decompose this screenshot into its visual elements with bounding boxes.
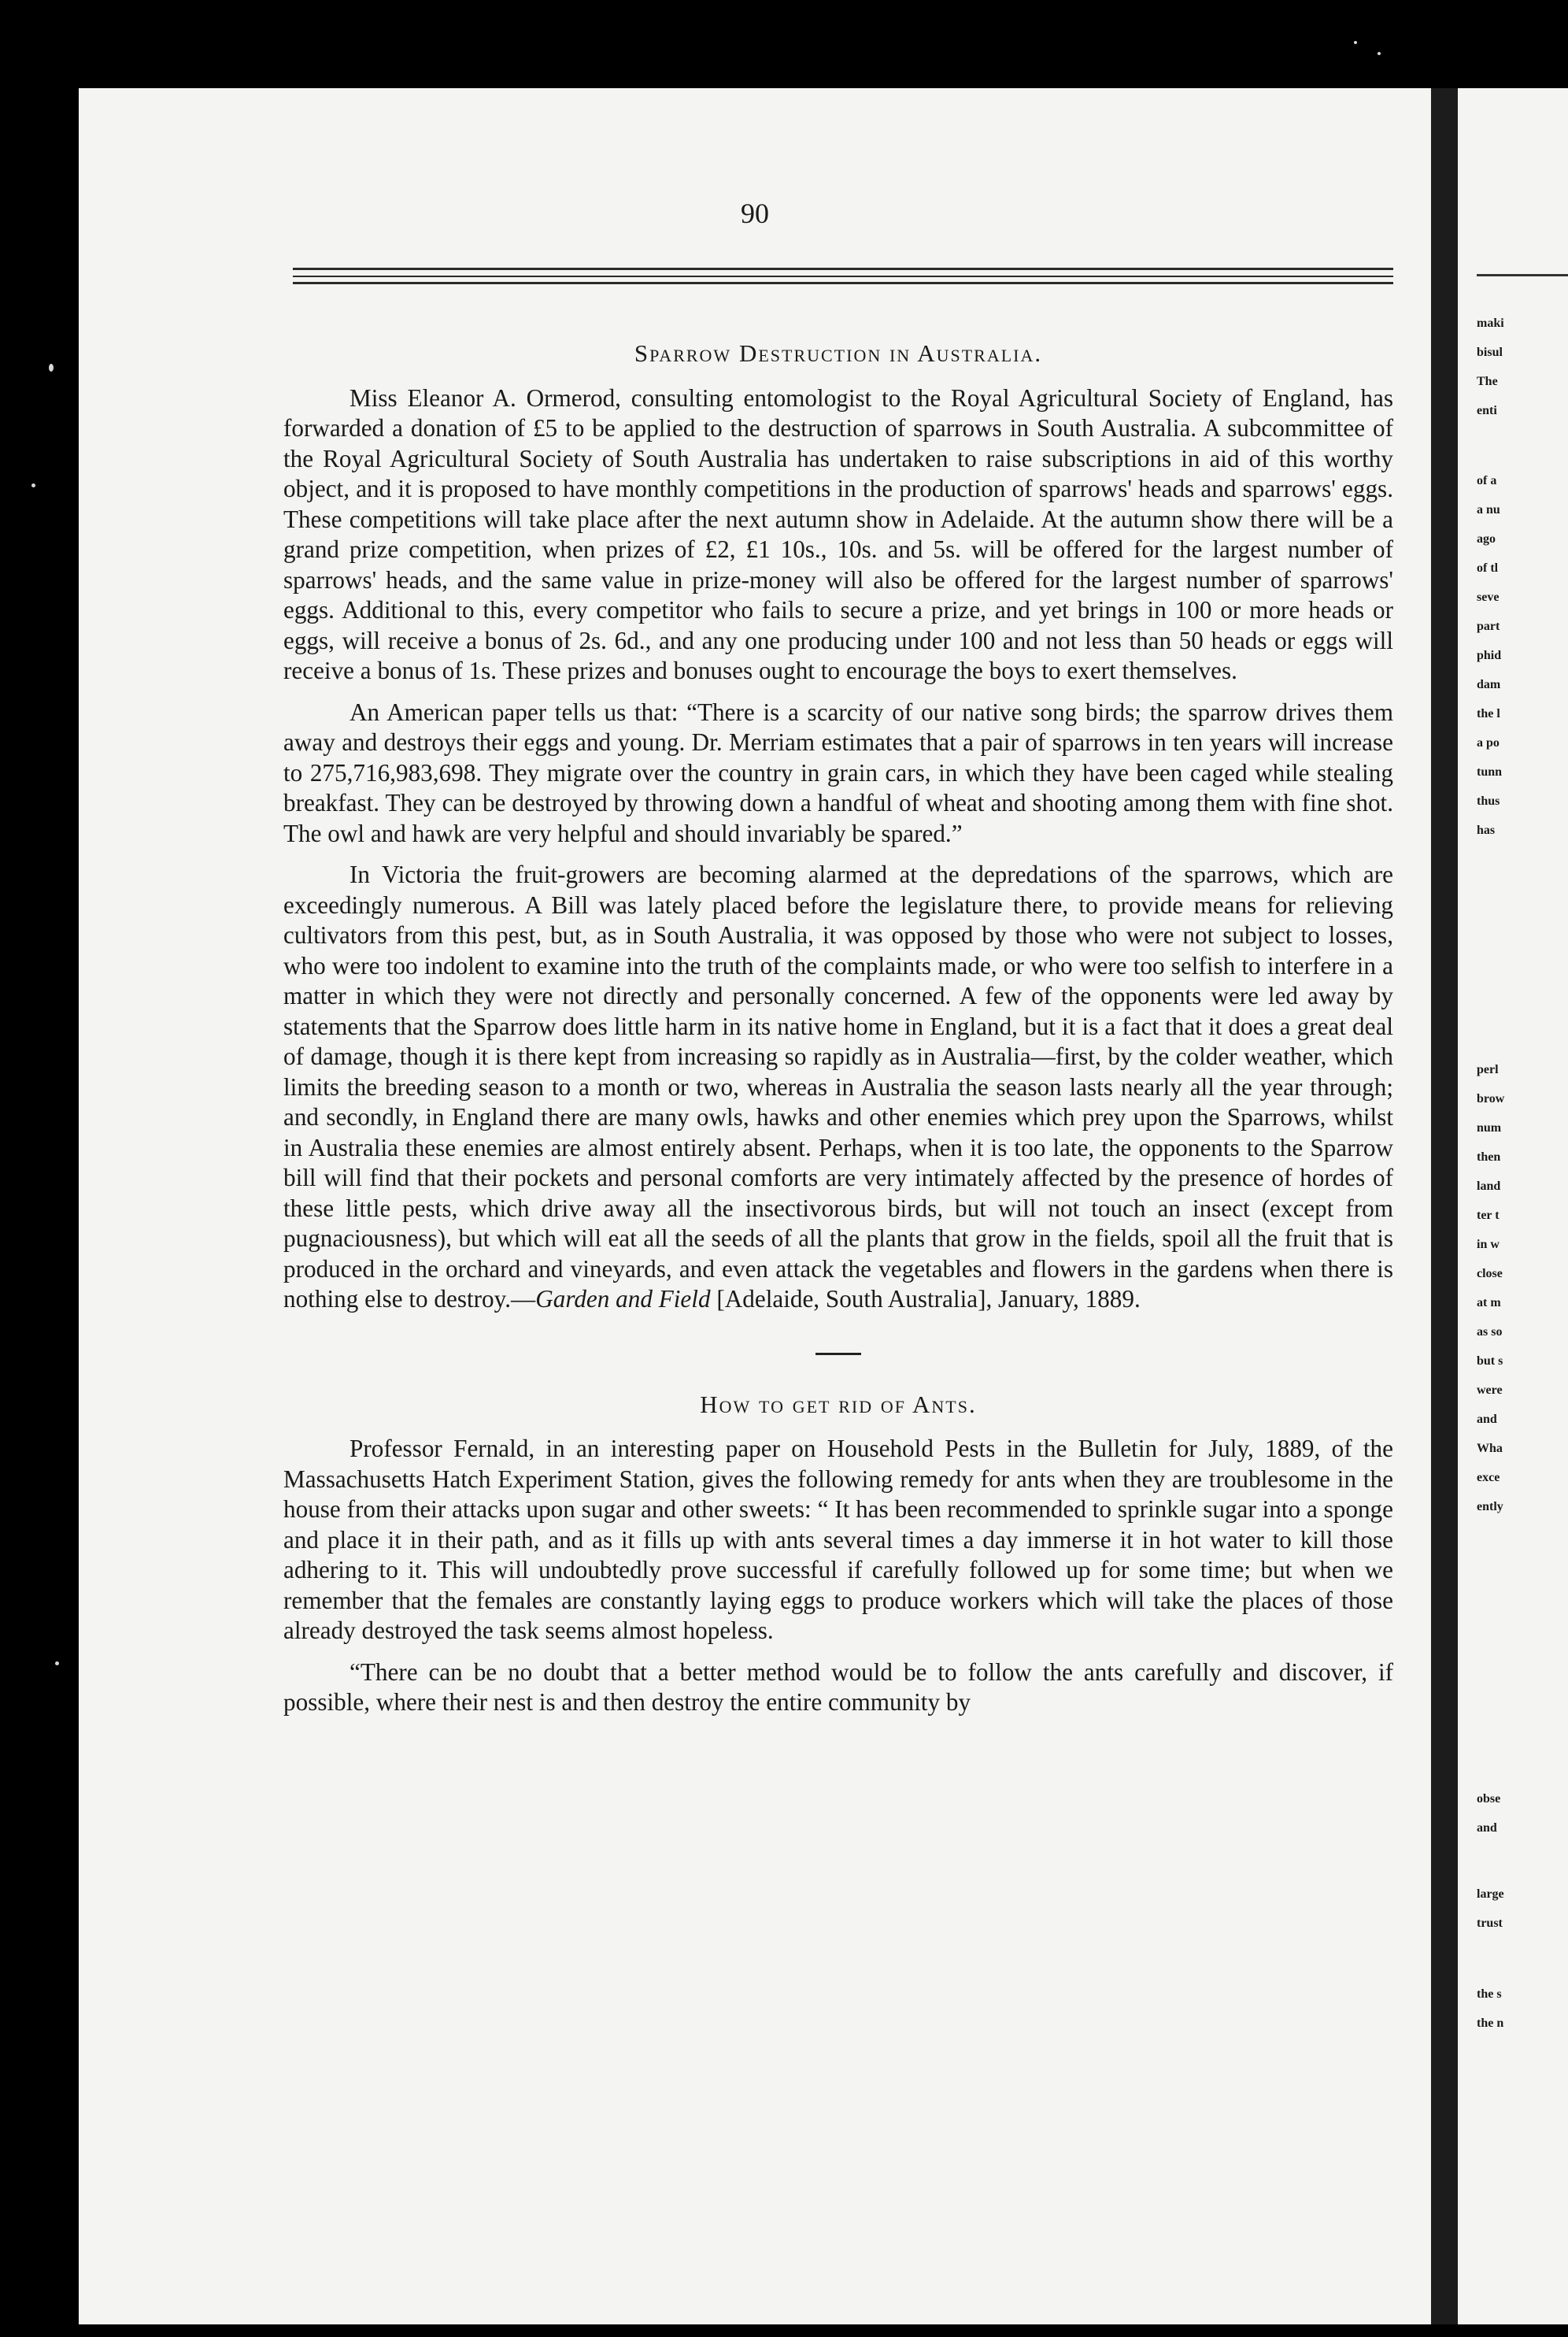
fragment: a nu xyxy=(1477,503,1500,517)
fragment: and xyxy=(1477,1821,1497,1835)
fragment: ago xyxy=(1477,532,1496,546)
paragraph: “There can be no doubt that a better method would be to follow the ants carefully and discover, if possible, where their nest is and then destroy the entire community by xyxy=(283,1657,1393,1716)
paragraph: Miss Eleanor A. Ormerod, consulting entomologist to the Royal Agricultural Society of England, has forwarded a donation of £5 to be applied to the destruction of sparrows in South Australia. A subcommittee of the Royal Agricultural Society of South Australia has undertaken to raise subscriptions in aid of this worthy object, and it is proposed to have monthly competitions in the production of sparrows' heads and sparrows' eggs. These competitions will take place after the next autumn show in Adelaide. At the autumn show there will be a grand prize competition, when prizes of £2, £1 10s., 10s. and 5s. will be offered for the largest number of sparrows' heads, and the same value in prize-money will also be offered for the largest number of sparrows' eggs. Additional to this, every competitor who fails to secure a prize, and yet brings in 100 or more heads or eggs, will receive a bonus of 2s. 6d., and any one producing under 100 and not less than 50 heads or eggs will receive a bonus of 1s. These prizes and bonuses ought to encourage the boys to exert themselves. xyxy=(283,383,1393,684)
fragment: tunn xyxy=(1477,765,1503,779)
scan-speck xyxy=(1354,41,1357,44)
fragment: The xyxy=(1477,375,1498,388)
scan-speck xyxy=(49,364,54,372)
scan-speck xyxy=(1378,52,1381,55)
scan-speck xyxy=(55,1661,59,1665)
paragraph xyxy=(283,860,1393,1315)
header-rule xyxy=(293,282,1393,284)
fragment: phid xyxy=(1477,649,1502,662)
fragment: perl xyxy=(1477,1063,1499,1076)
fragment: the n xyxy=(1477,2017,1504,2030)
fragment: dam xyxy=(1477,678,1501,691)
fragment: of tl xyxy=(1477,561,1499,575)
fragment: the l xyxy=(1477,707,1500,720)
fragment: obse xyxy=(1477,1792,1501,1806)
fragment: trust xyxy=(1477,1917,1503,1930)
fragment: num xyxy=(1477,1121,1502,1135)
fragment: were xyxy=(1477,1383,1503,1397)
fragment: close xyxy=(1477,1267,1503,1280)
header-rules xyxy=(293,268,1393,290)
fragment: as so xyxy=(1477,1325,1503,1339)
page-gutter xyxy=(1431,88,1458,2324)
fragment: then xyxy=(1477,1150,1501,1164)
fragment: the s xyxy=(1477,1987,1502,2001)
fragment: ently xyxy=(1477,1500,1503,1513)
section-separator xyxy=(815,1353,861,1355)
header-rule xyxy=(293,276,1393,277)
fragment: exce xyxy=(1477,1471,1500,1484)
adjacent-page xyxy=(1458,88,1568,2324)
fragment: brow xyxy=(1477,1092,1505,1106)
fragment: at m xyxy=(1477,1296,1501,1309)
fragment: enti xyxy=(1477,404,1497,417)
header-rule xyxy=(293,268,1393,270)
fragment: ter t xyxy=(1477,1209,1500,1222)
fragment: seve xyxy=(1477,591,1500,604)
article-body xyxy=(283,339,1393,1718)
fragment: has xyxy=(1477,824,1496,837)
fragment: in w xyxy=(1477,1238,1500,1251)
fragment: land xyxy=(1477,1180,1501,1193)
section-heading: How to get rid of Ants. xyxy=(700,1390,977,1418)
header-rule xyxy=(1477,274,1568,276)
source-dash: — xyxy=(511,1285,536,1313)
page-number: 90 xyxy=(741,198,769,229)
fragment: but s xyxy=(1477,1354,1503,1368)
fragment: and xyxy=(1477,1413,1497,1426)
paragraph: Professor Fernald, in an interesting paper on Household Pests in the Bulletin for July, 1889, of the Massachusetts Hatch Experiment Station, gives the following remedy for ants when they are troublesome in the house from their attacks upon sugar and other sweets: “ It has been recommended to sprinkle sugar into a sponge and place it in their path, and as it fills up with ants several times a day immerse it in hot water to kill those adhering to it. This will undoubtedly prove successful if carefully followed up for some time; but when we remember that the females are constantly laying eggs to produce workers which will take the places of those already destroyed the task seems almost hopeless. xyxy=(283,1435,1393,1644)
fragment: maki xyxy=(1477,317,1504,330)
fragment: Wha xyxy=(1477,1442,1503,1455)
paragraph-text: In Victoria the fruit-growers are becoming alarmed at the depredations of the sparrows, which are exceedingly numerous. A Bill was lately placed before the legislature there, to provide means for relieving cultivators from this pest, but, as in South Australia, it was opposed by those who were not subject to losses, who were too indolent to examine into the truth of the complaints made, or who were too selfish to interfere in a matter in which they were not directly and personally concerned. A few of the opponents were led away by statements that the Sparrow does little harm in its native home in England, but it is a fact that it does a great deal of damage, though it is there kept from increasing so rapidly as in Australia—first, by the colder weather, which limits the breeding season to a month or two, whereas in Australia the season lasts nearly all the year through; and secondly, in England there are many owls, hawks and other enemies which prey upon the Sparrows, whilst in Australia these enemies are almost entirely absent. Perhaps, when it is too late, the opponents to the Sparrow bill will find that their pockets and personal comforts are very intimately affected by the presence of hordes of these little pests, which drive away all the insectivorous birds, but will not touch an insect (except from pugnaciousness), but which will eat all the seeds of all the plants that grow in the fields, spoil all the fruit that is produced in the orchard and vineyards, and even attack the vegetables and flowers in the gardens when there is nothing else to destroy. xyxy=(283,861,1393,1313)
source-citation: [Adelaide, South Australia], January, 1889. xyxy=(710,1285,1141,1313)
fragment: part xyxy=(1477,620,1500,633)
section-heading: Sparrow Destruction in Australia. xyxy=(634,339,1043,367)
fragment: thus xyxy=(1477,794,1500,808)
fragment: of a xyxy=(1477,474,1497,487)
scan-speck xyxy=(31,483,35,487)
fragment: a po xyxy=(1477,736,1500,750)
fragment: bisul xyxy=(1477,346,1503,359)
paragraph: An American paper tells us that: “There is a scarcity of our native song birds; the sparrow drives them away and destroys their eggs and young. Dr. Merriam estimates that a pair of sparrows in ten years will increase to 275,716,983,698. They migrate over the country in grain cars, in which they have been caged while stealing breakfast. They can be destroyed by throwing down a handful of wheat and shooting among them with fine shot. The owl and hawk are very helpful and should invariably be spared.” xyxy=(283,698,1393,847)
fragment: large xyxy=(1477,1887,1504,1901)
source-title: Garden and Field xyxy=(535,1285,711,1313)
